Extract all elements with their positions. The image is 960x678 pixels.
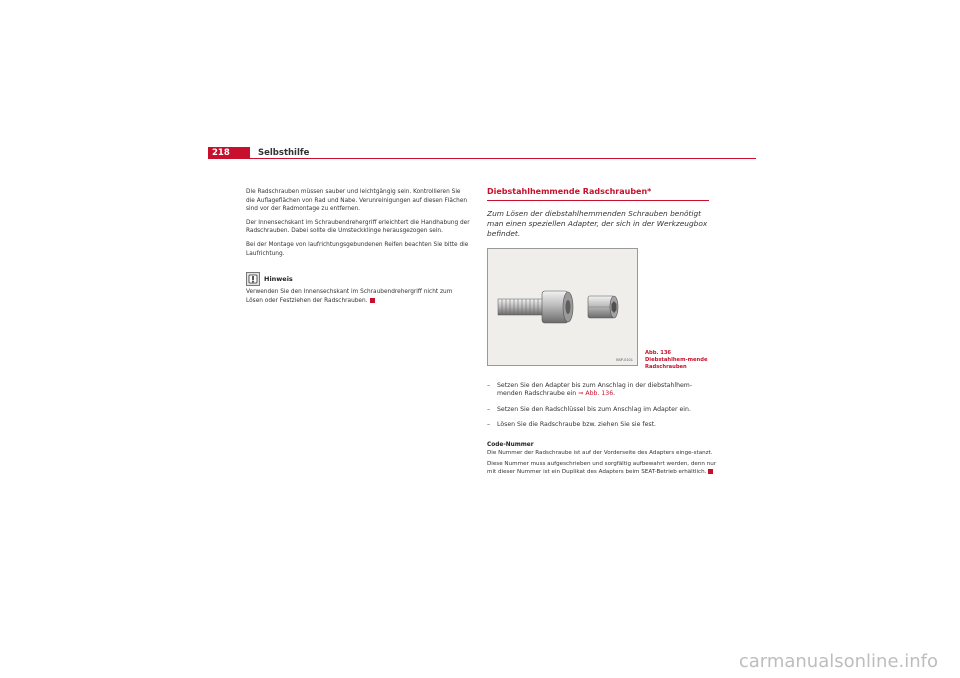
heading-rule <box>487 200 709 201</box>
left-column <box>246 188 470 310</box>
paragraph: Die Radschrauben müssen sauber und leichtgängig sein. Kontrollieren Sie die Auflageflächen von Rad und Nabe. Verunreinigungen auf diesen Flächen sind vor der Radmontage zu entfernen. <box>246 189 468 213</box>
paragraph <box>487 460 717 476</box>
step-body: Setzen Sie den Adapter bis zum Anschlag in der diebstahlhem-menden Radschraube ein <box>497 382 693 398</box>
step-text: Setzen Sie den Radschlüssel bis zum Anschlag im Adapter ein. <box>497 405 691 413</box>
bolt-adapter-illustration <box>488 249 637 365</box>
paragraph: Die Nummer der Radschraube ist auf der Vorderseite des Adapters einge-stanzt. <box>487 450 713 456</box>
paragraph: Der Innensechskant im Schraubendrehergriff erleichtert die Handhabung der Radschrauben. Dabei sollte die Umsteckklinge herausgezogen sein. <box>246 219 470 235</box>
code-number-title: Code-Nummer <box>487 442 534 448</box>
step-item <box>487 406 717 414</box>
note-icon <box>246 272 260 286</box>
header-rule <box>208 158 756 159</box>
right-column-header <box>487 186 711 240</box>
step-dash: – <box>487 405 491 413</box>
section-heading: Diebstahlhemmende Radschrauben* <box>487 187 652 196</box>
step-list <box>487 382 717 437</box>
section-title: Selbsthilfe <box>258 148 310 158</box>
paragraph-body: Diese Nummer muss aufgeschrieben und sorgfältig aufbewahrt werden, denn nur mit dieser Nummer ist ein Duplikat des Adapters beim SEAT-Betrieb erhältlich. <box>487 461 717 475</box>
step-item <box>487 421 717 429</box>
figure-image <box>487 248 638 366</box>
note-title: Hinweis <box>264 275 293 284</box>
note-text-body: Verwenden Sie den Innensechskant im Schraubendrehergriff nicht zum Lösen oder Festziehen der Radschrauben. <box>246 289 453 304</box>
step-dash: – <box>487 421 491 429</box>
code-number-section <box>487 441 717 479</box>
step-text: Lösen Sie die Radschraube bzw. ziehen Sie sie fest. <box>497 421 657 429</box>
figure-reference-link[interactable]: ⇒ Abb. 136 <box>578 390 614 398</box>
adapter-icon <box>588 296 618 318</box>
intro-text: Zum Lösen der diebstahlhemmenden Schrauben benötigt man einen speziellen Adapter, der sich in der Werkzeugbox befindet. <box>487 209 708 239</box>
step-dash: – <box>487 382 491 389</box>
step-punct: . <box>613 390 616 398</box>
note-header <box>246 272 470 286</box>
end-mark <box>708 469 713 474</box>
step-item <box>487 382 717 399</box>
page-number: 218 <box>208 147 250 159</box>
bolt-icon <box>498 291 573 323</box>
note-text <box>246 288 470 305</box>
figure-code: BSP-0101 <box>616 358 633 362</box>
watermark: carmanualsonline.info <box>738 651 938 672</box>
figure-caption: Abb. 136 Diebstahlhem-mende Radschrauben <box>645 350 708 370</box>
paragraph: Bei der Montage von laufrichtungsgebundenen Reifen beachten Sie bitte die Laufrichtung. <box>246 241 469 257</box>
end-mark <box>370 298 375 303</box>
step-text <box>497 382 717 399</box>
